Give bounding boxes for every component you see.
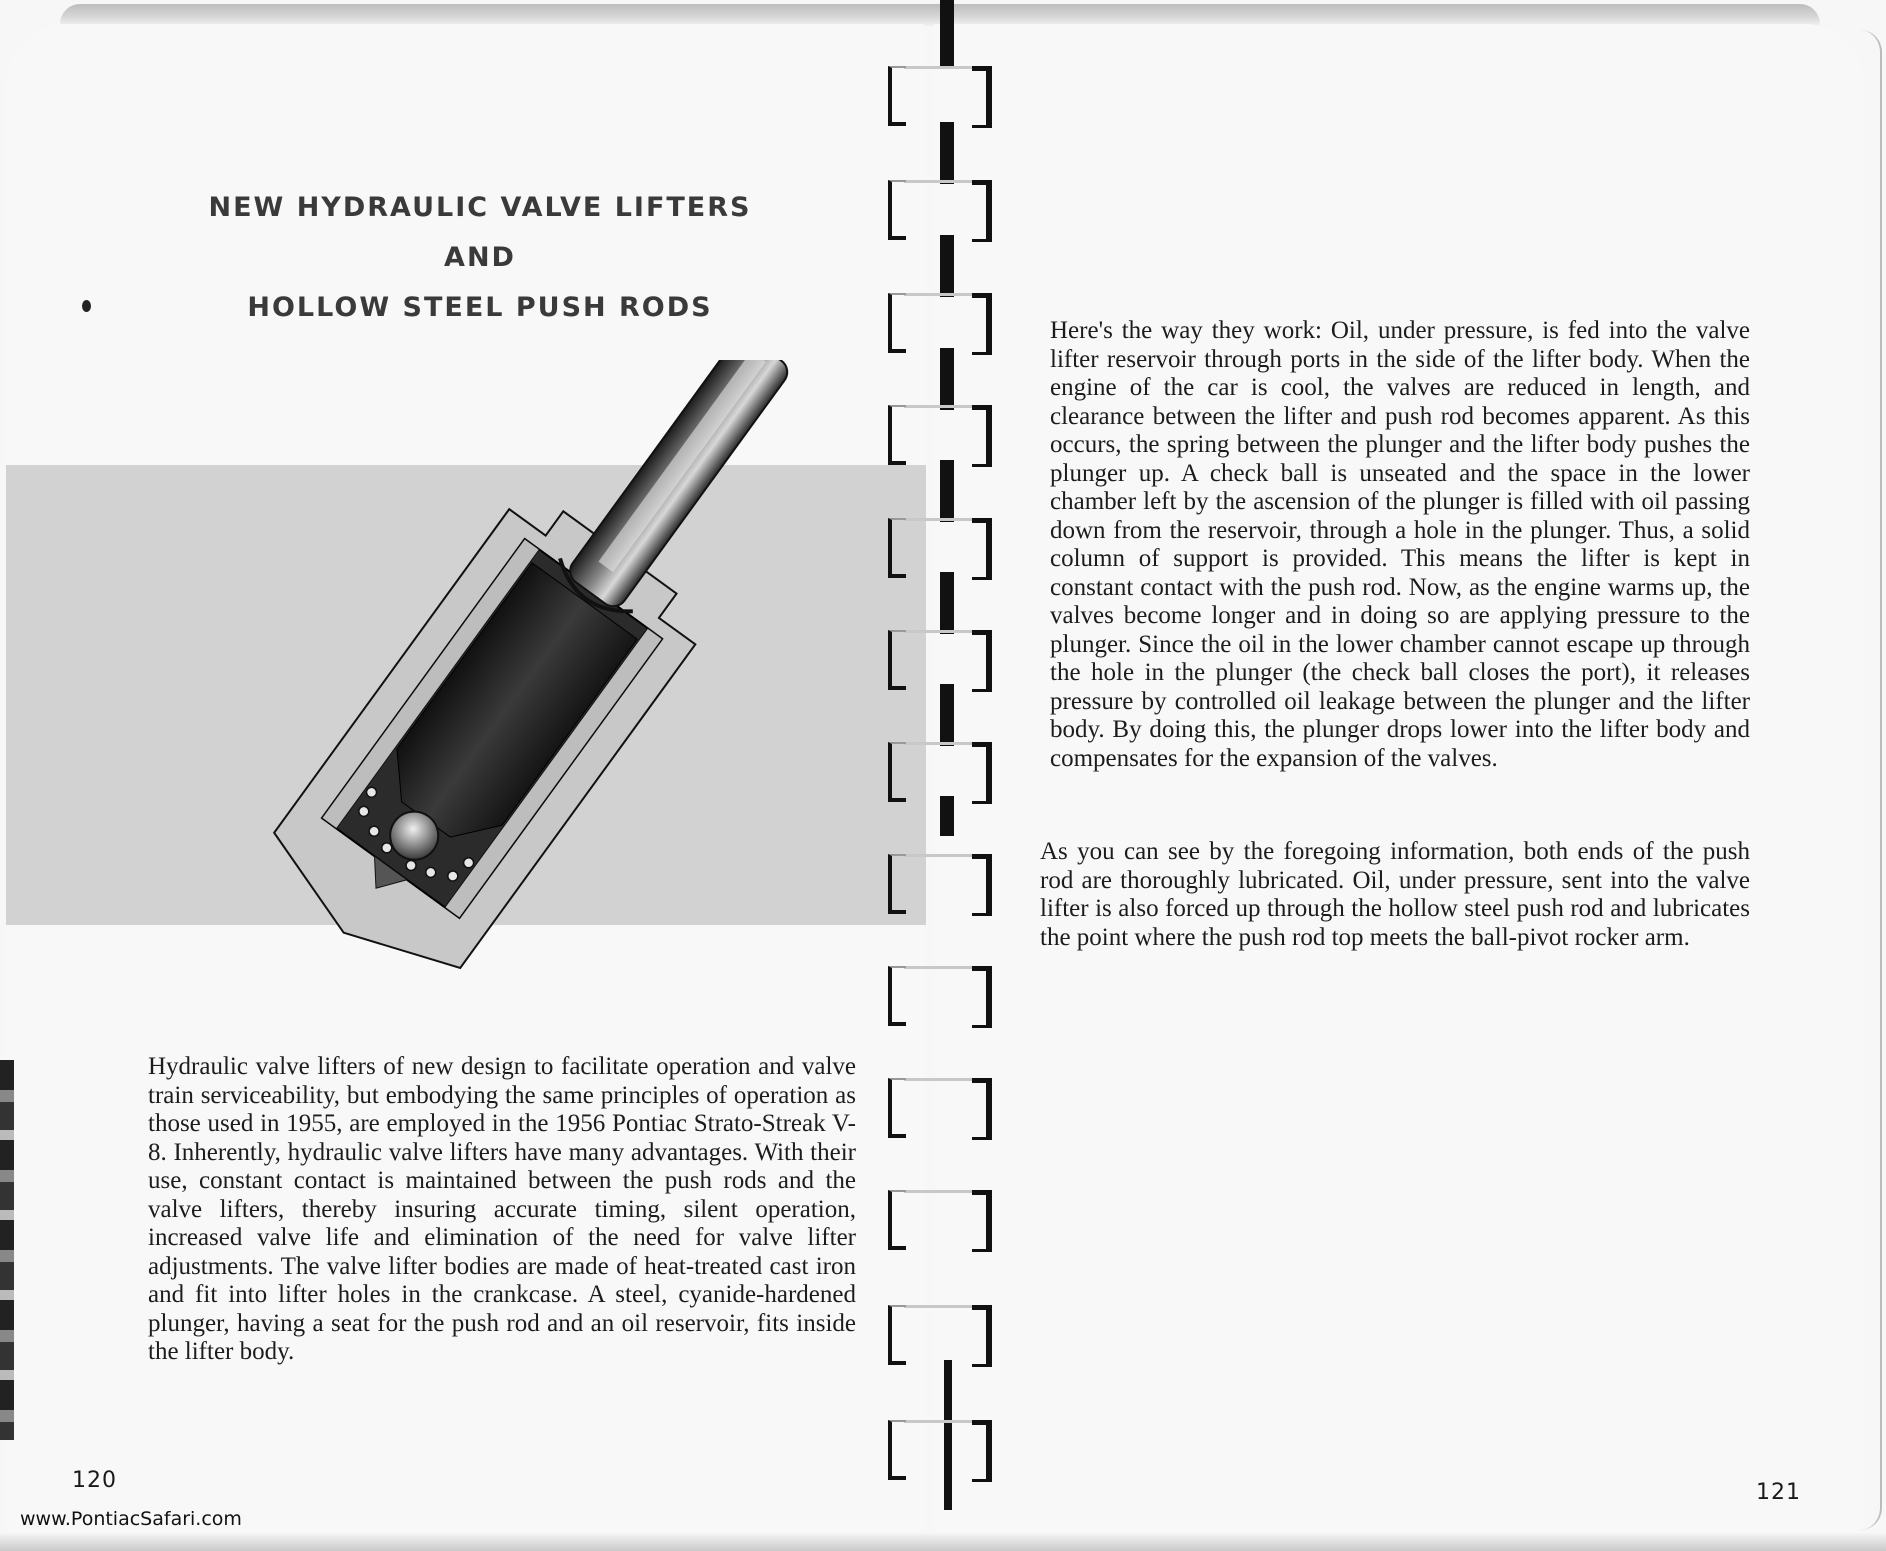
spiral-coil bbox=[880, 630, 1000, 688]
spine-segment bbox=[940, 235, 954, 297]
spiral-coil bbox=[880, 293, 1000, 351]
spiral-coil bbox=[880, 742, 1000, 800]
title-line-3: HOLLOW STEEL PUSH RODS bbox=[247, 292, 713, 323]
spiral-coil bbox=[880, 180, 1000, 238]
page-number-left: 120 bbox=[72, 1468, 117, 1493]
right-page bbox=[934, 24, 1864, 1534]
underlying-page-strip bbox=[0, 1060, 14, 1440]
page-number-right: 121 bbox=[1756, 1480, 1801, 1505]
section-title bbox=[200, 190, 760, 340]
spiral-coil bbox=[880, 518, 1000, 576]
title-line-1: NEW HYDRAULIC VALVE LIFTERS bbox=[208, 192, 752, 223]
spiral-coil bbox=[880, 966, 1000, 1024]
spiral-coil bbox=[880, 1078, 1000, 1136]
spine-segment bbox=[940, 122, 954, 184]
lubrication-paragraph: As you can see by the foregoing information, both ends of the push rod are thoroughly lubricated. Oil, under pressure, sent into the valve lifter is also forced up through the hollow steel push rod and lubricates the point where the push rod top meets the ball-pivot rocker arm. bbox=[1040, 838, 1750, 951]
spiral-coil bbox=[880, 854, 1000, 912]
spine-segment bbox=[940, 460, 954, 522]
spiral-coil bbox=[880, 66, 1000, 124]
valve-lifter-cutaway-illustration bbox=[190, 360, 910, 1010]
how-it-works-paragraph: Here's the way they work: Oil, under pressure, is fed into the valve lifter reservoir through ports in the side of the lifter body. When the engine of the car is cool, the valves are reduced in length, and clearance between the lifter and push rod becomes apparent. As this occurs, the spring between the plunger and the lifter body pushes the plunger up. A check ball is unseated and the space in the lower chamber left by the ascension of the plunger is filled with oil passing down from the reservoir, through a hole in the plunger. Thus, a solid column of support is provided. This means the lifter is kept in constant contact with the push rod. Now, as the engine warms up, the valves become longer and in doing so are applying pressure to the plunger. Since the oil in the lower chamber cannot escape up through the hole in the plunger (the check ball closes the port), it releases pressure by controlled oil leakage between the plunger and the lifter body. By doing this, the plunger drops lower into the lifter body and compensates for the expansion of the valves. bbox=[1050, 317, 1750, 772]
spiral-coil bbox=[880, 1190, 1000, 1248]
spiral-coil bbox=[880, 1420, 1000, 1478]
spine-segment bbox=[940, 684, 954, 746]
spine-segment bbox=[940, 348, 954, 410]
spine-segment bbox=[940, 0, 954, 66]
bullet-dot bbox=[82, 300, 91, 312]
spiral-binding bbox=[880, 0, 1020, 1551]
page-curl-edge bbox=[1860, 30, 1882, 1530]
website-watermark: www.PontiacSafari.com bbox=[20, 1508, 242, 1530]
title-line-2: AND bbox=[444, 242, 516, 273]
intro-paragraph: Hydraulic valve lifters of new design to facilitate operation and valve train serviceability, but embodying the same principles of operation as those used in 1955, are employed in the 1956 Pontiac Strato-Streak V-8. Inherently, hydraulic valve lifters have many advantages. With their use, constant contact is maintained between the push rods and the valve lifters, thereby insuring accurate timing, silent operation, increased valve life and elimination of the need for valve lifter adjustments. The valve lifter bodies are made of heat-treated cast iron and fit into lifter holes in the crankcase. A steel, cyanide-hardened plunger, having a seat for the push rod and an oil reservoir, fits inside the lifter body. bbox=[148, 1053, 856, 1365]
spine-segment bbox=[940, 796, 954, 836]
spiral-coil bbox=[880, 1305, 1000, 1363]
spiral-coil bbox=[880, 405, 1000, 463]
spine-segment bbox=[940, 572, 954, 634]
